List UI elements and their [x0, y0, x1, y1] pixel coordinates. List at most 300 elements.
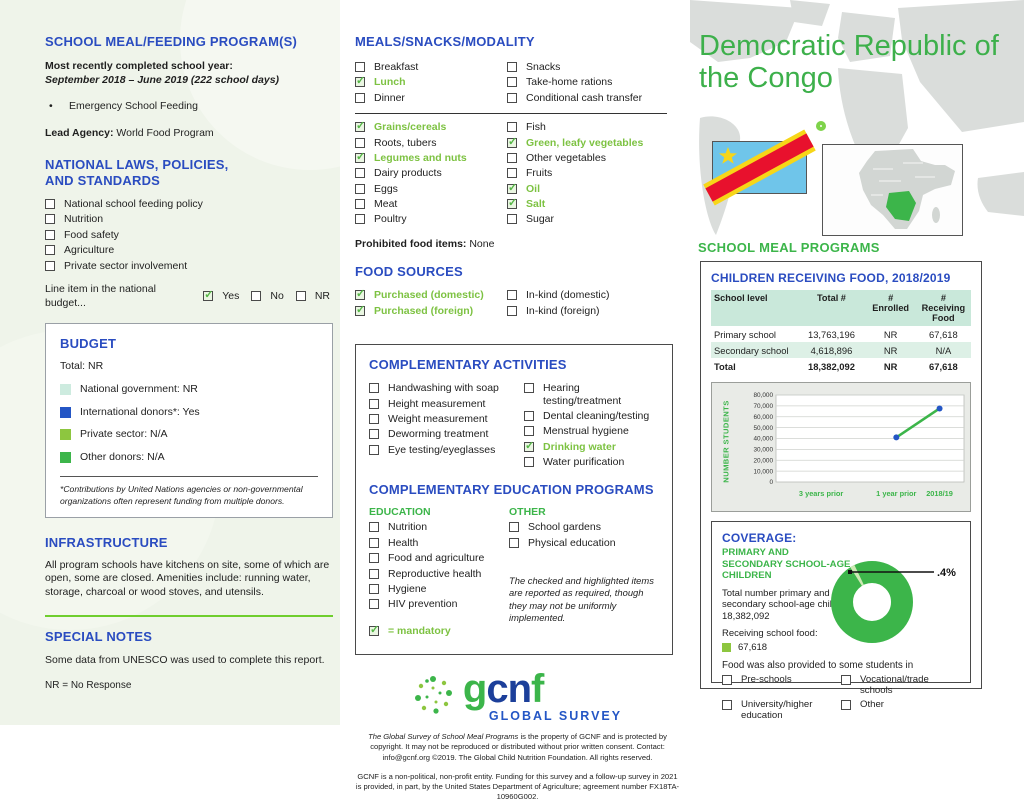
also-provided-options: [722, 674, 960, 723]
program-bullet-item: [45, 100, 330, 114]
divider: [355, 113, 667, 114]
children-receiving-heading: CHILDREN RECEIVING FOOD, 2018/2019: [711, 271, 951, 285]
checkbox-label: Physical education: [528, 536, 616, 549]
svg-text:0: 0: [769, 479, 773, 487]
budget-heading: BUDGET: [60, 336, 117, 352]
svg-text:70,000: 70,000: [753, 403, 773, 411]
checkbox-item: [369, 382, 524, 394]
checkbox-item: [507, 198, 680, 210]
checkbox-label: Fish: [526, 121, 546, 134]
food-lists: [355, 121, 680, 229]
unchecked-checkbox[interactable]: [369, 584, 379, 594]
checkbox-label: Eggs: [374, 182, 398, 195]
prohibited-label: Prohibited food items:: [355, 237, 467, 250]
legend-item: [60, 383, 318, 397]
checkbox-label: Purchased (domestic): [374, 289, 484, 302]
legend-label: Other donors: N/A: [80, 450, 165, 463]
gcnf-wordmark: [462, 667, 623, 724]
unchecked-checkbox[interactable]: [369, 414, 379, 424]
checked-checkbox[interactable]: ✓: [356, 150, 366, 163]
checkbox-item: [507, 213, 680, 225]
unchecked-checkbox[interactable]: [841, 675, 851, 685]
country-title: Democratic Republic of the Congo: [699, 30, 999, 95]
checkbox-label: Drinking water: [543, 440, 616, 453]
receiving-label: Receiving school food:: [722, 628, 818, 640]
checkbox-label: Nutrition: [64, 213, 104, 226]
svg-text:3 years prior: 3 years prior: [798, 489, 844, 498]
checkbox-item: [369, 583, 509, 595]
budget-line-row: [45, 283, 330, 310]
gcnf-text: [462, 667, 622, 712]
left-column: [0, 0, 340, 725]
checkbox-item: [507, 76, 680, 88]
gcnf-logo: [355, 667, 680, 724]
svg-text:30,000: 30,000: [753, 446, 773, 454]
receiving-value: 67,618: [738, 642, 768, 653]
unchecked-checkbox[interactable]: [507, 62, 517, 72]
checkbox-item: [524, 456, 659, 468]
checkbox-item: [369, 598, 509, 610]
school-year-label: Most recently completed school year:: [45, 60, 233, 72]
checkbox-item: [369, 625, 509, 637]
legend-label: Private sector: N/A: [80, 428, 168, 441]
checkbox-item: [45, 198, 330, 210]
checkbox-item: [507, 137, 680, 149]
checkbox-item: [369, 398, 524, 410]
foods-right-list: [507, 121, 680, 229]
unchecked-checkbox[interactable]: [355, 93, 365, 103]
checkbox-label: Vocational/trade schools: [860, 674, 929, 697]
checkbox-item: [369, 537, 509, 549]
checkbox-label: Dinner: [374, 91, 405, 104]
education-list: [369, 521, 509, 610]
coverage-total-text: Total number primary and secondary school-age children: 18,382,092: [722, 587, 854, 623]
unchecked-checkbox[interactable]: [507, 168, 517, 178]
svg-text:50,000: 50,000: [753, 424, 773, 432]
checkbox-label: NR: [314, 290, 330, 303]
mandatory-key: [369, 625, 509, 637]
checkbox-label: Eye testing/eyeglasses: [388, 443, 496, 456]
table-row: [711, 358, 971, 374]
checkbox-label: Purchased (foreign): [374, 304, 474, 317]
drc-flag: [712, 141, 807, 194]
unchecked-checkbox[interactable]: [369, 429, 379, 439]
checkbox-label: Grains/cereals: [374, 121, 447, 134]
table-row: [711, 326, 971, 342]
svg-text:20,000: 20,000: [753, 457, 773, 465]
receiving-legend-swatch: [722, 643, 731, 652]
infrastructure-text: All program schools have kitchens on site, some of which are open, some are closed. Amenities include: running water, storage, charcoal or wood stoves, and utensils.: [45, 558, 330, 599]
program-name: Emergency School Feeding: [69, 100, 198, 113]
checkbox-label: In-kind (domestic): [526, 289, 610, 302]
checkbox-item: [507, 92, 680, 104]
checkbox-item: [722, 699, 841, 722]
right-column: [690, 0, 1024, 725]
other-column: [509, 506, 659, 640]
checkbox-label: School gardens: [528, 521, 601, 534]
annotation-dot: [848, 570, 852, 574]
checkbox-item: [355, 152, 507, 164]
table-cell: NR: [883, 360, 898, 372]
special-notes-text: Some data from UNESCO was used to complete this report.: [45, 653, 325, 666]
checked-checkbox[interactable]: ✓: [508, 181, 518, 194]
coverage-box: [711, 521, 971, 721]
global-survey-label: GLOBAL SURVEY: [488, 709, 623, 724]
middle-column: [340, 0, 690, 802]
logo-letter-g: g: [462, 667, 487, 712]
education-label: EDUCATION: [369, 506, 431, 519]
table-cell: 67,618: [929, 328, 958, 340]
checkbox-label: Lunch: [374, 76, 406, 89]
activities-heading: COMPLEMENTARY ACTIVITIES: [369, 357, 567, 373]
legend-swatch: [60, 407, 71, 418]
svg-text:2018/19: 2018/19: [926, 489, 953, 498]
africa-map-image: [823, 145, 961, 234]
food-source-lists: [355, 289, 680, 320]
checkbox-label: Private sector involvement: [64, 259, 188, 272]
table-cell: 67,618: [929, 360, 958, 372]
children-receiving-table: [711, 290, 971, 374]
checkbox-item: [507, 152, 680, 164]
sources-left-list: [355, 289, 507, 320]
special-notes-heading: SPECIAL NOTES: [45, 628, 153, 644]
other-list: [509, 521, 659, 549]
unchecked-checkbox[interactable]: [509, 522, 519, 532]
checkbox-item: [296, 290, 330, 302]
unchecked-checkbox[interactable]: [507, 290, 517, 300]
education-column: [369, 506, 509, 640]
school-meal-programs-box: [700, 261, 982, 721]
checkbox-item: [45, 244, 330, 256]
checkbox-label: Deworming treatment: [388, 428, 489, 441]
unchecked-checkbox[interactable]: [296, 291, 306, 301]
unchecked-checkbox[interactable]: [251, 291, 261, 301]
legend-label: International donors*: Yes: [80, 405, 200, 418]
bullet-icon: •: [49, 100, 53, 113]
lead-agency-value: World Food Program: [116, 126, 214, 139]
checkbox-label: Pre-schools: [741, 674, 792, 685]
table-cell: 4,618,896: [797, 342, 865, 358]
africa-map-inset: [822, 144, 963, 236]
unchecked-checkbox[interactable]: [369, 569, 379, 579]
checkbox-label: Nutrition: [388, 521, 428, 534]
checkbox-label: Hygiene: [388, 582, 427, 595]
legend-swatch: [60, 452, 71, 463]
checkbox-item: [507, 61, 680, 73]
laws-section-heading: NATIONAL LAWS, POLICIES, AND STANDARDS: [45, 156, 229, 188]
checkbox-item: [369, 413, 524, 425]
checkbox-label: Dairy products: [374, 167, 442, 180]
unchecked-checkbox[interactable]: [524, 426, 534, 436]
svg-text:40,000: 40,000: [753, 435, 773, 443]
checkbox-item: [524, 382, 659, 407]
legend-swatch: [60, 384, 71, 395]
unchecked-checkbox[interactable]: [507, 306, 517, 316]
unchecked-checkbox[interactable]: [507, 122, 517, 132]
unchecked-checkbox[interactable]: [355, 214, 365, 224]
coverage-subheading: PRIMARY AND SECONDARY SCHOOL-AGE CHILDREN: [722, 547, 851, 581]
modality-lists: [355, 61, 680, 107]
unchecked-checkbox[interactable]: [369, 522, 379, 532]
table-cell: 18,382,092: [807, 360, 855, 372]
checkbox-label: Meat: [374, 198, 398, 210]
complementary-box: [355, 344, 673, 655]
unchecked-checkbox[interactable]: [722, 675, 732, 685]
checkbox-label: Dental cleaning/testing: [543, 409, 650, 422]
checkbox-label: Breakfast: [374, 61, 419, 73]
foods-left-list: [355, 121, 507, 229]
checkbox-label: Green, leafy vegetables: [526, 136, 644, 149]
checkbox-label: Oil: [526, 182, 541, 195]
checkbox-item: [45, 260, 330, 272]
checkbox-item: [507, 289, 680, 301]
nr-footnote: NR = No Response: [45, 680, 132, 691]
activities-left-list: [369, 382, 524, 471]
checkbox-label: Snacks: [526, 61, 561, 73]
sources-right-list: [507, 289, 680, 320]
lead-agency-label: Lead Agency:: [45, 126, 114, 139]
copyright-text: [355, 732, 680, 763]
activities-right-list: [524, 382, 659, 471]
school-meal-programs-heading: SCHOOL MEAL PROGRAMS: [698, 240, 880, 255]
unchecked-checkbox[interactable]: [507, 93, 517, 103]
checkbox-label: Agriculture: [64, 244, 115, 257]
checkbox-label: In-kind (foreign): [526, 304, 600, 317]
modality-left-list: [355, 61, 507, 107]
checkbox-item: [251, 290, 283, 302]
checkbox-item: [355, 92, 507, 104]
budget-total: Total: NR: [60, 360, 104, 373]
school-year-value: September 2018 – June 2019 (222 school days): [45, 73, 280, 86]
percent-annotation: .4%: [937, 567, 956, 579]
unchecked-checkbox[interactable]: [369, 383, 379, 393]
prohibited-value: None: [469, 237, 495, 250]
checkbox-label: Height measurement: [388, 397, 486, 410]
unchecked-checkbox[interactable]: [507, 77, 517, 87]
checkbox-item: [355, 289, 507, 301]
unchecked-checkbox[interactable]: [524, 383, 534, 393]
unchecked-checkbox[interactable]: [369, 399, 379, 409]
copyright-rest: is the property of GCNF and is protected by copyright. It may not be reproduced or distributed without prior written consent. Contact: info@gcnf.org ©2019. The Global Child Nutrition Foundation. All rights reserved.: [370, 732, 667, 762]
funding-text: GCNF is a non-political, non-profit entity. Funding for this survey and a follow-up survey in 2021 is provided, in part, by the United States Department of Agriculture; agreement number FX18TA-10960G002.: [355, 771, 680, 802]
checkbox-item: [203, 290, 239, 302]
legend-item: [60, 451, 318, 465]
checked-checkbox[interactable]: ✓: [370, 623, 380, 636]
legend-label: National government: NR: [80, 382, 198, 395]
legend-item: [60, 406, 318, 420]
checkbox-label: Reproductive health: [388, 567, 482, 580]
divider: [60, 476, 318, 477]
checkbox-item: [509, 521, 659, 533]
col-total: Total #: [797, 290, 865, 326]
checkbox-item: [355, 76, 507, 88]
checked-checkbox[interactable]: ✓: [525, 439, 535, 452]
checkbox-item: [369, 568, 509, 580]
unchecked-checkbox[interactable]: [45, 261, 55, 271]
food-sources-heading: FOOD SOURCES: [355, 264, 463, 280]
checkbox-label: Sugar: [526, 213, 555, 226]
checkbox-label: Fruits: [526, 167, 553, 180]
checkbox-label: Legumes and nuts: [374, 151, 467, 164]
checkbox-label: HIV prevention: [388, 598, 458, 611]
infrastructure-heading: INFRASTRUCTURE: [45, 534, 168, 550]
implementation-note: The checked and highlighted items are reported as required, though they may not be uniformly implemented.: [509, 575, 654, 623]
logo-letters-cn: cn: [486, 667, 532, 712]
svg-text:80,000: 80,000: [753, 392, 773, 400]
checked-checkbox[interactable]: ✓: [356, 75, 366, 88]
legend-item: [60, 428, 318, 442]
checkbox-label: Weight measurement: [388, 412, 488, 425]
gcnf-dotburst-icon: [413, 673, 459, 719]
checkbox-item: [524, 410, 659, 422]
checkbox-label: Yes: [222, 290, 240, 303]
unchecked-checkbox[interactable]: [509, 538, 519, 548]
col-receiving: # Receiving Food: [916, 290, 971, 326]
checkbox-label: Menstrual hygiene: [543, 425, 629, 438]
checkbox-item: [507, 183, 680, 195]
unchecked-checkbox[interactable]: [45, 230, 55, 240]
unchecked-checkbox[interactable]: [355, 184, 365, 194]
table-cell: Primary school: [714, 328, 776, 340]
checkbox-label: Other vegetables: [526, 151, 606, 164]
green-divider: [45, 615, 333, 617]
checkbox-label: Poultry: [374, 213, 407, 226]
unchecked-checkbox[interactable]: [369, 538, 379, 548]
checkbox-item: [841, 674, 960, 697]
unchecked-checkbox[interactable]: [45, 214, 55, 224]
checkbox-item: [369, 552, 509, 564]
checkbox-item: [841, 699, 960, 722]
checkbox-label: Food and agriculture: [388, 552, 485, 565]
modality-right-list: [507, 61, 680, 107]
checkbox-item: [45, 213, 330, 225]
checkbox-item: [355, 167, 507, 179]
col-school-level: School level: [711, 290, 797, 326]
unchecked-checkbox[interactable]: [507, 214, 517, 224]
checkbox-item: [355, 61, 507, 73]
unchecked-checkbox[interactable]: [524, 411, 534, 421]
checkbox-label: Other: [860, 698, 884, 710]
survey-title-italic: The Global Survey of School Meal Programs: [368, 732, 519, 742]
unchecked-checkbox[interactable]: [507, 153, 517, 163]
checkbox-label: Hearing testing/treatment: [543, 382, 622, 407]
svg-text:1 year prior: 1 year prior: [876, 489, 917, 498]
unchecked-checkbox[interactable]: [355, 168, 365, 178]
checkbox-item: [507, 167, 680, 179]
unchecked-checkbox[interactable]: [722, 700, 732, 710]
checkbox-label: Water purification: [543, 456, 625, 469]
checkbox-item: [355, 183, 507, 195]
checkbox-label: Conditional cash transfer: [526, 91, 643, 104]
checkbox-label: Salt: [526, 198, 546, 210]
checkbox-item: [369, 521, 509, 533]
checkbox-item: [355, 305, 507, 317]
unchecked-checkbox[interactable]: [369, 599, 379, 609]
checkbox-label: = mandatory: [388, 624, 451, 637]
drc-flag-image: [713, 142, 806, 193]
svg-text:60,000: 60,000: [753, 413, 773, 421]
checkbox-label: No: [270, 290, 284, 303]
budget-footnote: *Contributions by United Nations agencies or non-governmental organizations often represent funding from multiple donors.: [60, 484, 303, 506]
checkbox-label: National school feeding policy: [64, 198, 203, 211]
line-chart: [738, 385, 970, 511]
unchecked-checkbox[interactable]: [45, 245, 55, 255]
svg-text:10,000: 10,000: [753, 468, 773, 476]
checkbox-item: [509, 537, 659, 549]
checkbox-item: [355, 121, 507, 133]
checked-checkbox[interactable]: ✓: [356, 303, 366, 316]
lead-agency-line: [45, 127, 330, 141]
checkbox-item: [507, 121, 680, 133]
checked-checkbox[interactable]: ✓: [356, 288, 366, 301]
checked-checkbox[interactable]: ✓: [508, 135, 518, 148]
checkbox-label: Roots, tubers: [374, 136, 437, 149]
table-cell: NR: [866, 342, 916, 358]
checkbox-item: [355, 137, 507, 149]
table-cell: N/A: [916, 342, 971, 358]
checked-checkbox[interactable]: ✓: [356, 120, 366, 133]
budget-box: [45, 323, 333, 518]
laws-checklist: [45, 198, 330, 272]
checked-checkbox[interactable]: ✓: [204, 289, 214, 302]
location-ring-icon: [816, 121, 826, 131]
checkbox-item: [524, 425, 659, 437]
chart-ylabel: NUMBER STUDENTS: [721, 400, 731, 483]
education-lists: [369, 506, 659, 640]
unchecked-checkbox[interactable]: [355, 138, 365, 148]
checkbox-label: Take-home rations: [526, 76, 613, 89]
checked-checkbox[interactable]: ✓: [508, 197, 518, 209]
checkbox-item: [355, 213, 507, 225]
checkbox-label: Food safety: [64, 228, 119, 241]
checkbox-item: [524, 441, 659, 453]
checkbox-label: Handwashing with soap: [388, 382, 499, 395]
unchecked-checkbox[interactable]: [524, 457, 534, 467]
unchecked-checkbox[interactable]: [369, 553, 379, 563]
activities-lists: [369, 382, 659, 471]
coverage-heading: COVERAGE:: [722, 531, 797, 545]
checkbox-item: [507, 305, 680, 317]
table-cell: Secondary school: [711, 342, 797, 358]
unchecked-checkbox[interactable]: [355, 62, 365, 72]
table-row: [711, 342, 971, 358]
meals-heading: MEALS/SNACKS/MODALITY: [355, 34, 535, 49]
coverage-donut-chart: [816, 544, 966, 650]
logo-letter-f: f: [531, 667, 544, 712]
also-provided-label: Food was also provided to some students in: [722, 660, 914, 671]
table-cell: NR: [883, 328, 898, 340]
budget-line-label: Line item in the national budget...: [45, 282, 156, 309]
checkbox-item: [45, 229, 330, 241]
program-section-heading: SCHOOL MEAL/FEEDING PROGRAM(S): [45, 34, 298, 49]
legend-swatch: [60, 429, 71, 440]
budget-line-options: [191, 290, 330, 302]
unchecked-checkbox[interactable]: [45, 199, 55, 209]
checkbox-item: [369, 444, 524, 456]
unchecked-checkbox[interactable]: [355, 199, 365, 209]
checkbox-item: [355, 198, 507, 210]
col-enrolled: # Enrolled: [866, 290, 916, 326]
students-chart: [711, 382, 971, 512]
table-cell: Total: [714, 360, 736, 372]
other-label: OTHER: [509, 506, 546, 519]
prohibited-line: [355, 238, 680, 252]
unchecked-checkbox[interactable]: [369, 445, 379, 455]
checkbox-item: [369, 428, 524, 440]
table-cell: 13,763,196: [807, 328, 855, 340]
table-header-row: [711, 290, 971, 326]
unchecked-checkbox[interactable]: [841, 700, 851, 710]
